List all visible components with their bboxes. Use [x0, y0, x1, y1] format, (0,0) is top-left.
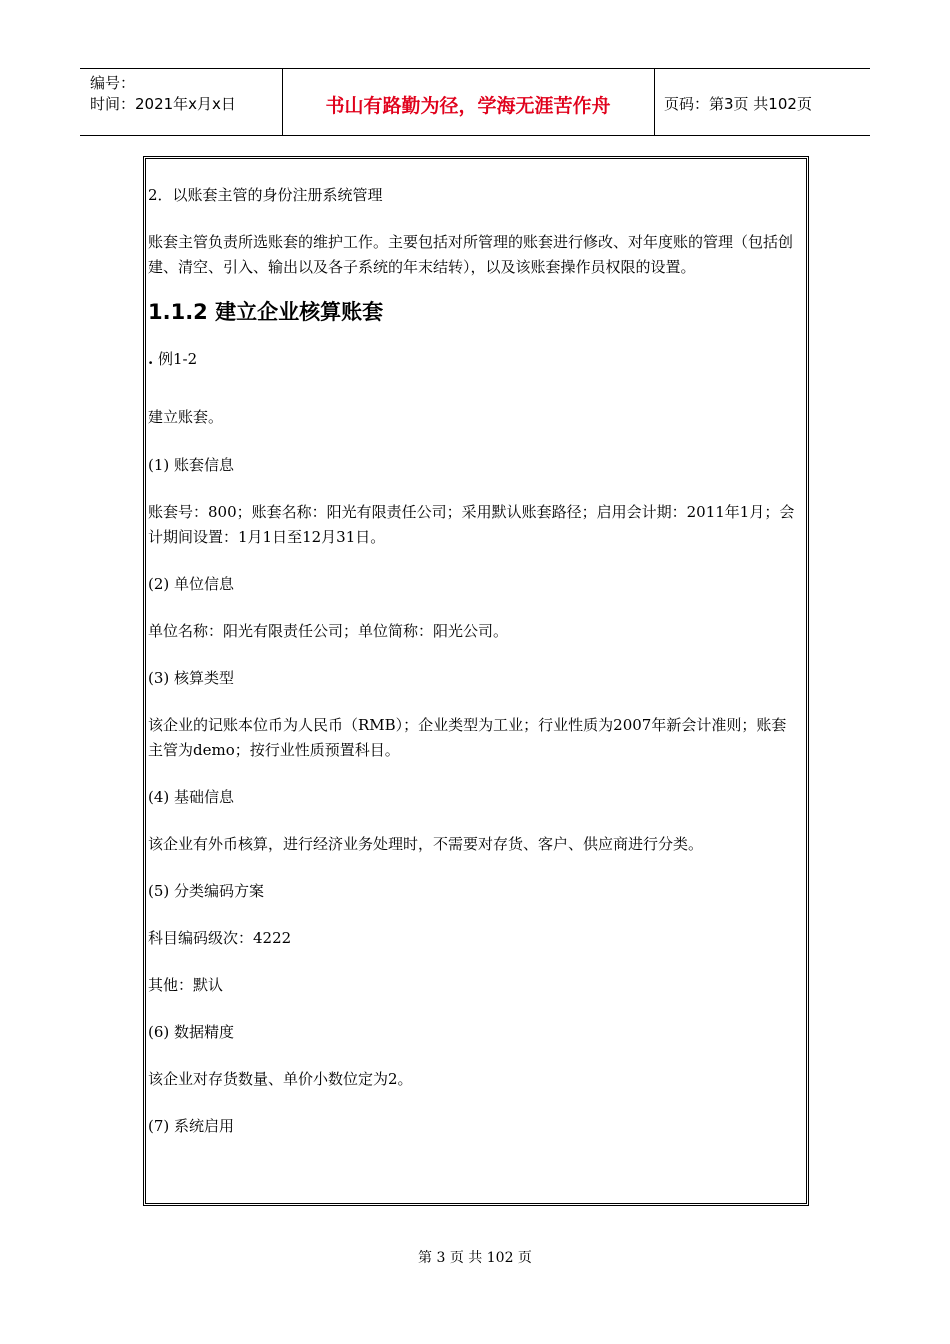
serial-number-label: 编号：	[90, 74, 136, 92]
subsection-title: (6) 数据精度	[148, 1023, 235, 1041]
subsection-title: (5) 分类编码方案	[148, 882, 265, 900]
example-label	[148, 347, 800, 372]
paragraph: 该企业有外币核算，进行经济业务处理时，不需要对存货、客户、供应商进行分类。	[148, 835, 704, 853]
section-title: 2．以账套主管的身份注册系统管理	[148, 186, 383, 204]
paragraph: 该企业的记账本位币为人民币（RMB）；企业类型为工业；行业性质为2007年新会计准则；账套主管为demo；按行业性质预置科目。	[148, 716, 787, 759]
paragraph: 其他：默认	[148, 976, 224, 994]
header-meta	[90, 73, 236, 115]
header-page-info: 页码：第3页 共102页	[664, 95, 812, 113]
header-divider	[654, 69, 655, 135]
paragraph: 该企业对存货数量、单价小数位定为2。	[148, 1070, 413, 1088]
subsection-title: (1) 账套信息	[148, 456, 235, 474]
example-text: 例1-2	[158, 350, 198, 368]
section-heading: 1.1.2 建立企业核算账套	[148, 300, 384, 324]
header-motto: 书山有路勤为径，学海无涯苦作舟	[325, 95, 611, 117]
paragraph: 账套号：800；账套名称：阳光有限责任公司；采用默认账套路径；启用会计期：2011年1月；会计期间设置：1月1日至12月31日。	[148, 503, 795, 546]
paragraph: 单位名称：阳光有限责任公司；单位简称：阳光公司。	[148, 622, 509, 640]
page-footer: 第 3 页 共 102 页	[418, 1250, 532, 1266]
date-label: 时间：2021年x月x日	[90, 95, 236, 113]
paragraph: 账套主管负责所选账套的维护工作。主要包括对所管理的账套进行修改、对年度账的管理（包括创建、清空、引入、输出以及各子系统的年末结转），以及该账套操作员权限的设置。	[148, 233, 794, 276]
paragraph: 科目编码级次：4222	[148, 929, 292, 947]
paragraph: 建立账套。	[148, 408, 224, 426]
bullet-mark: .	[148, 350, 154, 368]
subsection-title: (7) 系统启用	[148, 1117, 235, 1135]
subsection-title: (3) 核算类型	[148, 669, 235, 687]
subsection-title: (4) 基础信息	[148, 788, 235, 806]
page-header	[80, 68, 870, 136]
document-body	[148, 183, 800, 1139]
subsection-title: (2) 单位信息	[148, 575, 235, 593]
